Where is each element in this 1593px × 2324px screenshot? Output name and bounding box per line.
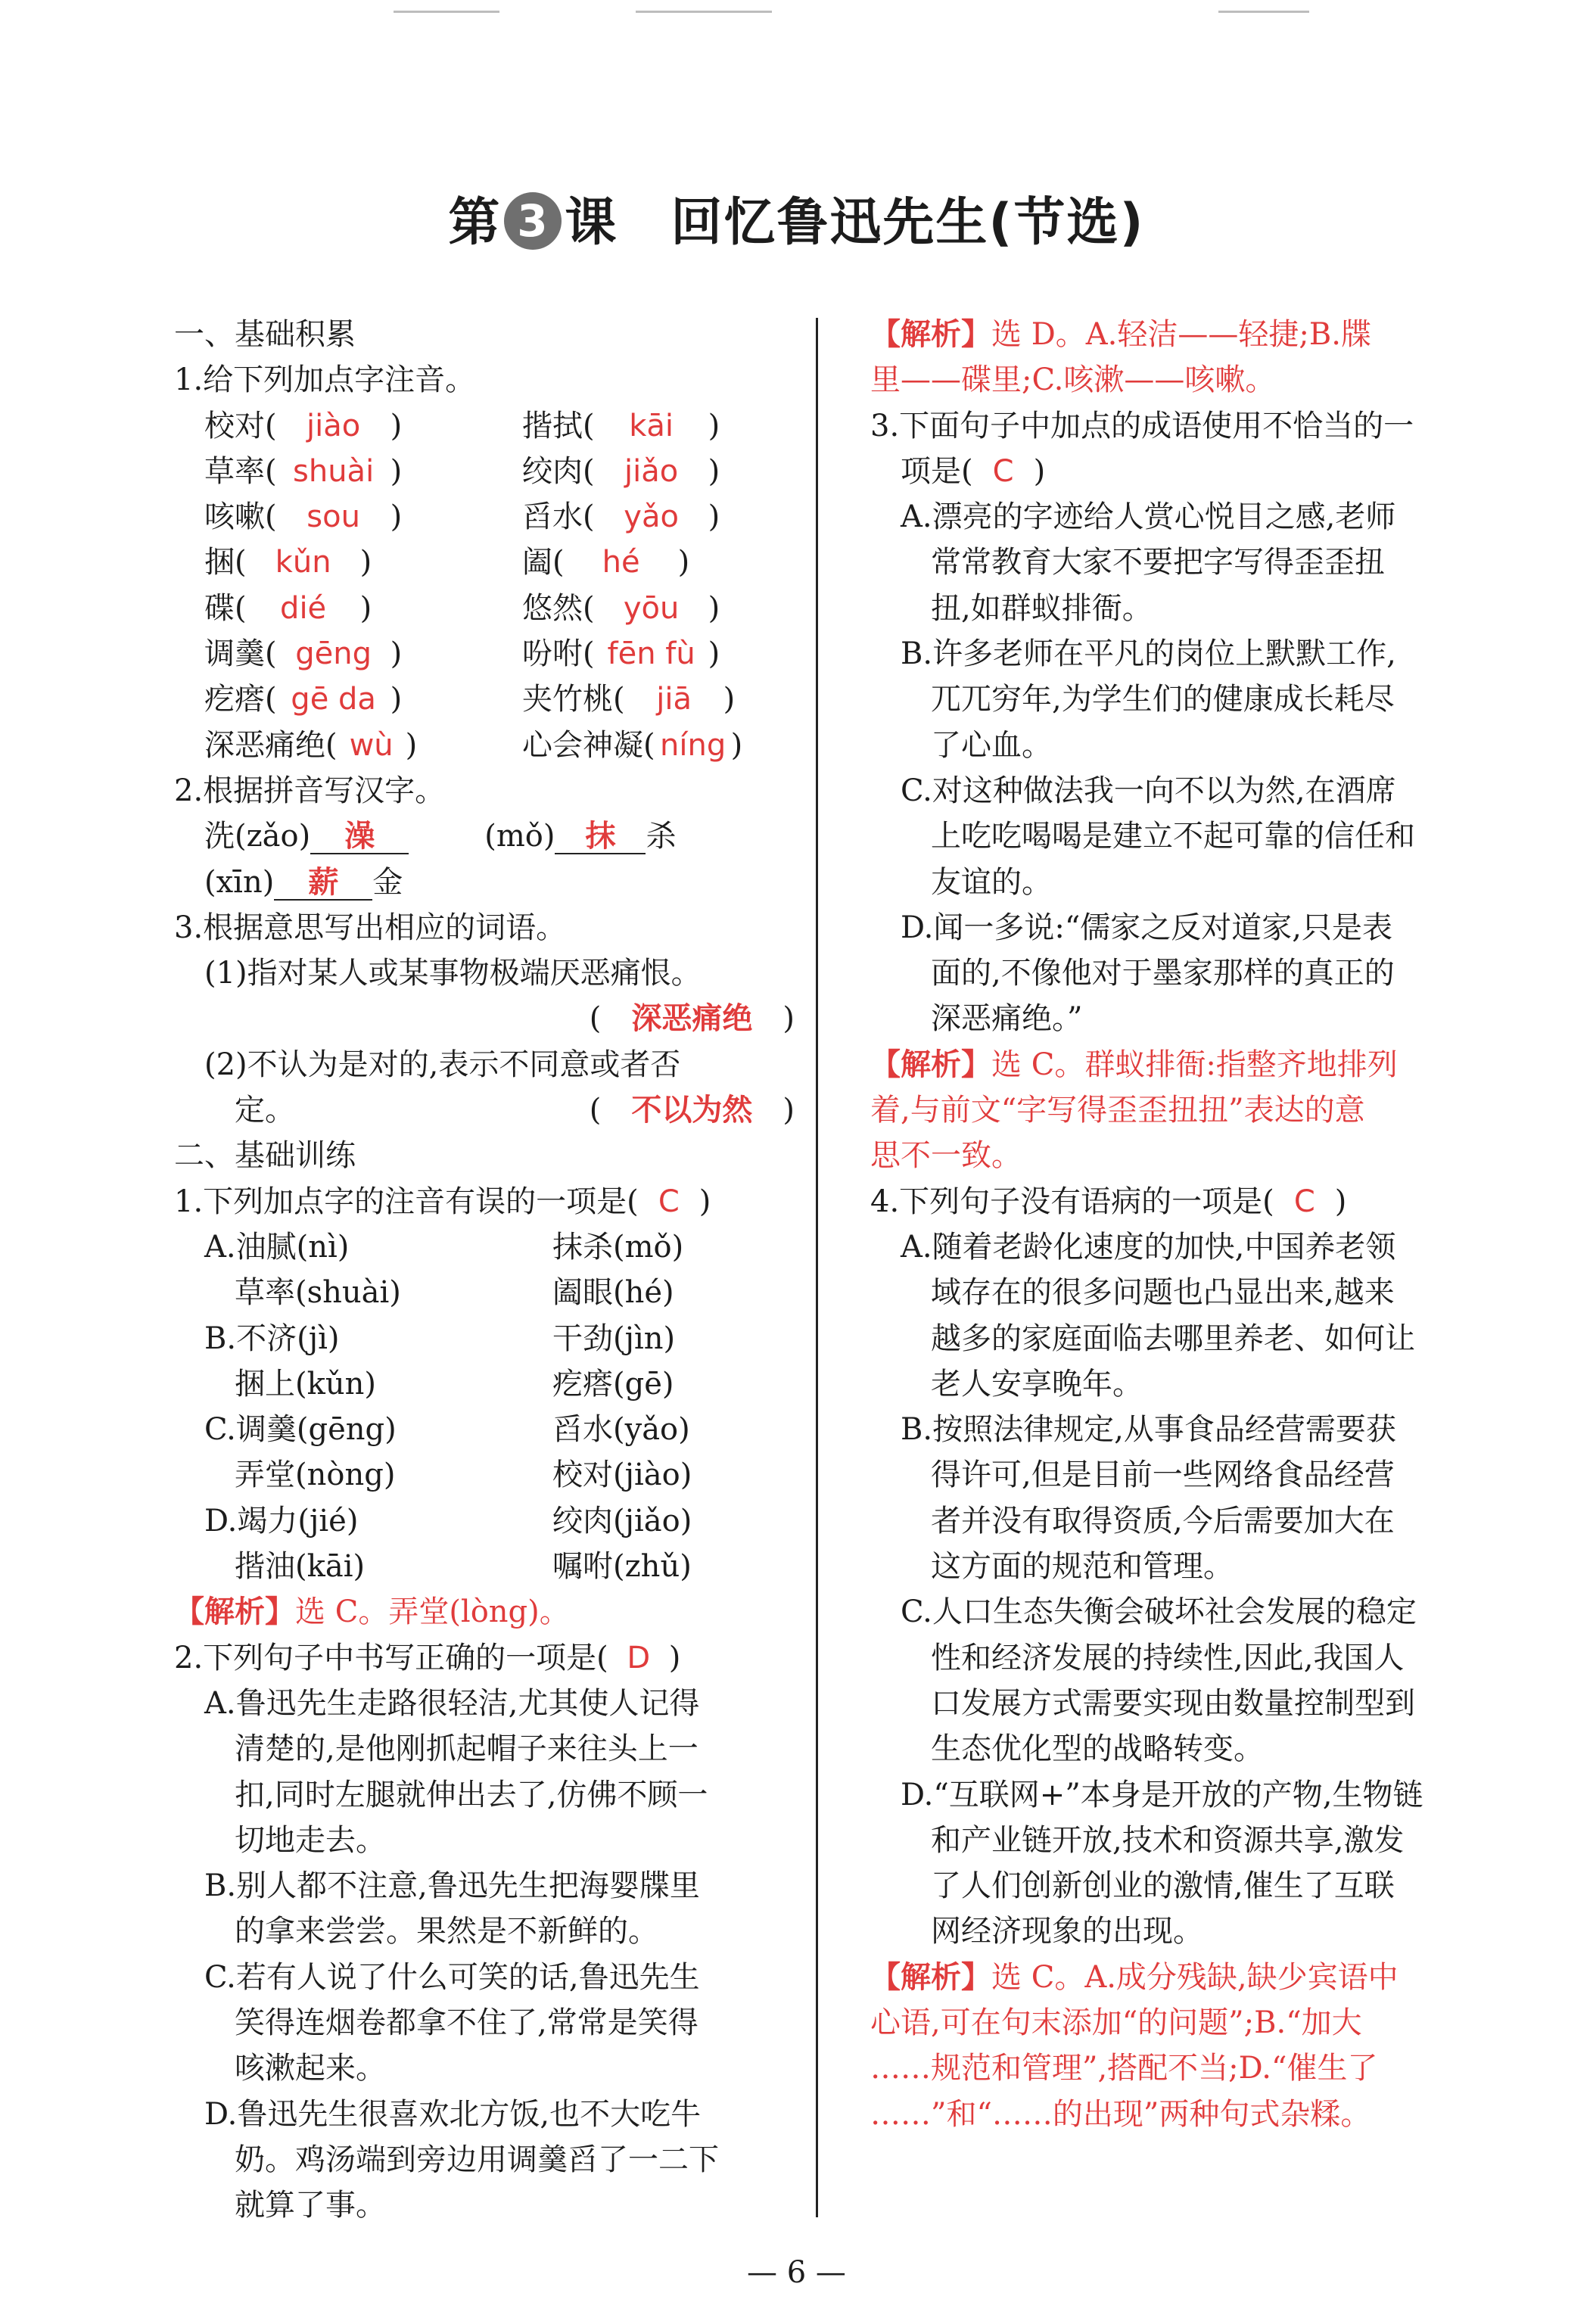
q6-line: 常常教育大家不要把字写得歪歪扭 bbox=[931, 545, 1385, 580]
q7-line: 网经济现象的出现。 bbox=[931, 1914, 1203, 1949]
pinyin-row: 碟( dié ) 悠然( yōu ) bbox=[204, 590, 720, 626]
q7-analysis-cont: ……”和“……的出现”两种句式杂糅。 bbox=[870, 2096, 1371, 2132]
q5-line: D.鲁迅先生很喜欢北方饭,也不大吃牛 bbox=[204, 2096, 702, 2132]
top-rule-1 bbox=[394, 11, 499, 13]
q6-analysis: 【解析】选 C。群蚁排衙:指整齐地排列 bbox=[870, 1046, 1398, 1082]
title-prefix: 第 bbox=[448, 193, 502, 253]
q5-analysis: 【解析】选 D。A.轻洁——轻捷;B.牒 bbox=[870, 316, 1371, 352]
q2-answer-blank: 澡 bbox=[310, 820, 409, 854]
q4-option-row: 捆上(kǔn) 疙瘩(gē) bbox=[235, 1366, 674, 1402]
q3-item-cont: 定。 ( 不以为然 ) bbox=[235, 1092, 795, 1128]
section-heading-2: 二、基础训练 bbox=[174, 1138, 356, 1174]
q6-line: 面的,不像他对于墨家那样的真正的 bbox=[931, 956, 1395, 991]
q5-line: 的拿来尝尝。果然是不新鲜的。 bbox=[235, 1914, 658, 1949]
q4-analysis: 【解析】选 C。弄堂(lòng)。 bbox=[174, 1594, 570, 1630]
q6-line: 上吃吃喝喝是建立不起可靠的信任和 bbox=[931, 819, 1415, 854]
q3-stem: 3.根据意思写出相应的词语。 bbox=[174, 910, 567, 945]
q6-line: C.对这种做法我一向不以为然,在酒席 bbox=[901, 773, 1396, 808]
page-number: — 6 — bbox=[747, 2255, 846, 2290]
top-rule-2 bbox=[636, 11, 772, 13]
q7-line: 口发展方式需要实现由数量控制型到 bbox=[931, 1685, 1415, 1721]
q5-analysis-cont: 里——碟里;C.咳漱——咳嗽。 bbox=[870, 362, 1276, 398]
q6-analysis-cont: 着,与前文“字写得歪歪扭扭”表达的意 bbox=[870, 1093, 1365, 1128]
q4-stem: 1.下列加点字的注音有误的一项是( C ) bbox=[174, 1184, 711, 1219]
pinyin-row: 草率( shuài ) 绞肉( jiǎo ) bbox=[204, 453, 720, 489]
q7-line: A.随着老龄化速度的加快,中国养老领 bbox=[901, 1229, 1396, 1265]
q7-line: 和产业链开放,技术和资源共享,激发 bbox=[931, 1822, 1405, 1858]
q4-option-row: 揩油(kāi) 嘱咐(zhǔ) bbox=[235, 1549, 692, 1585]
q5-stem: 2.下列句子中书写正确的一项是( D ) bbox=[174, 1640, 681, 1675]
column-divider bbox=[816, 318, 818, 2217]
q4-option-row: 草率(shuài) 阖眼(hé) bbox=[235, 1275, 674, 1311]
q2-items-row: 洗(zǎo) 澡 (mǒ) 抹 杀 bbox=[204, 818, 677, 854]
q6-line: D.闻一多说:“儒家之反对道家,只是表 bbox=[901, 910, 1392, 945]
pinyin-row: 调羹( gēng ) 吩咐( fēn fù ) bbox=[204, 636, 720, 672]
q7-line: 了人们创新创业的激情,催生了互联 bbox=[931, 1868, 1395, 1904]
q2-answer-blank: 抹 bbox=[555, 820, 646, 854]
right-column bbox=[870, 312, 1502, 2137]
q7-stem: 4.下列句子没有语病的一项是( C ) bbox=[870, 1184, 1347, 1219]
q6-line: B.许多老师在平凡的岗位上默默工作, bbox=[901, 636, 1396, 672]
lesson-number-badge: 3 bbox=[504, 192, 562, 250]
q7-line: 域存在的很多问题也凸显出来,越来 bbox=[931, 1275, 1395, 1311]
pinyin-row: 疙瘩( gē da ) 夹竹桃( jiā ) bbox=[204, 682, 736, 717]
q6-stem: 3.下面句子中加点的成语使用不恰当的一 bbox=[870, 408, 1414, 443]
title-mid: 课 bbox=[565, 193, 618, 253]
pinyin-row: 咳嗽( sou ) 舀水( yǎo ) bbox=[204, 499, 720, 535]
q7-analysis: 【解析】选 C。A.成分残缺,缺少宾语中 bbox=[870, 1958, 1399, 1995]
q4-option-row: 弄堂(nòng) 校对(jiào) bbox=[235, 1458, 692, 1493]
pinyin-row: 深恶痛绝( wù ) 心会神凝( níng ) bbox=[204, 727, 743, 763]
q7-analysis-cont: ……规范和管理”,搭配不当;D.“催生了 bbox=[870, 2051, 1378, 2086]
q1-stem: 1.给下列加点字注音。 bbox=[174, 362, 476, 398]
q7-line: 生态优化型的战略转变。 bbox=[931, 1731, 1264, 1767]
q5-line: 清楚的,是他刚抓起帽子来往头上一 bbox=[235, 1731, 698, 1767]
q6-line: 友谊的。 bbox=[931, 864, 1052, 900]
q5-line: 就算了事。 bbox=[235, 2188, 386, 2223]
q7-line: 性和经济发展的持续性,因此,我国人 bbox=[931, 1640, 1405, 1675]
q7-line: 者并没有取得资质,今后需要加大在 bbox=[931, 1503, 1395, 1538]
q5-line: 切地走去。 bbox=[235, 1822, 386, 1858]
q4-option-row: D.竭力(jié) 绞肉(jiǎo) bbox=[204, 1503, 692, 1538]
q5-line: A.鲁迅先生走路很轻洁,尤其使人记得 bbox=[204, 1685, 700, 1721]
pinyin-row: 捆( kǔn ) 阖( hé ) bbox=[204, 545, 690, 580]
q4-option-row: A.油腻(nì) 抹杀(mǒ) bbox=[204, 1229, 684, 1265]
q5-line: 笑得连烟卷都拿不住了,常常是笑得 bbox=[235, 2005, 698, 2040]
q7-line: 老人安享晚年。 bbox=[931, 1366, 1143, 1402]
q3-answer-line: ( 深恶痛绝 ) bbox=[589, 1000, 795, 1037]
q4-option-row: B.不济(jì) 干劲(jìn) bbox=[204, 1321, 676, 1356]
q7-line: D.“互联网+”本身是开放的产物,生物链 bbox=[901, 1777, 1423, 1812]
left-column bbox=[174, 312, 802, 2228]
q6-stem-cont: 项是( C ) bbox=[901, 453, 1046, 489]
q3-item: (2)不认为是对的,表示不同意或者否 bbox=[204, 1047, 681, 1082]
q5-line: 奶。鸡汤端到旁边用调羹舀了一二下 bbox=[235, 2142, 719, 2177]
q5-line: 咳漱起来。 bbox=[235, 2051, 386, 2086]
q5-line: B.别人都不注意,鲁迅先生把海婴牒里 bbox=[204, 1868, 700, 1904]
top-rule-3 bbox=[1218, 11, 1309, 13]
q3-item: (1)指对某人或某事物极端厌恶痛恨。 bbox=[204, 956, 702, 991]
q6-line: A.漂亮的字迹给人赏心悦目之感,老师 bbox=[901, 499, 1396, 535]
q6-line: 扭,如群蚁排衙。 bbox=[931, 590, 1153, 626]
section-heading-1: 一、基础积累 bbox=[174, 317, 356, 352]
page-title bbox=[0, 182, 1593, 255]
q7-line: B.按照法律规定,从事食品经营需要获 bbox=[901, 1412, 1396, 1448]
q7-analysis-cont: 心语,可在句末添加“的问题”;B.“加大 bbox=[870, 2005, 1362, 2040]
q5-line: C.若有人说了什么可笑的话,鲁迅先生 bbox=[204, 1959, 700, 1995]
q4-option-row: C.调羹(gēng) 舀水(yǎo) bbox=[204, 1412, 690, 1448]
pinyin-row: 校对( jiào ) 揩拭( kāi ) bbox=[204, 408, 720, 443]
q2-stem: 2.根据拼音写汉字。 bbox=[174, 773, 446, 808]
q5-line: 扣,同时左腿就伸出去了,仿佛不顾一 bbox=[235, 1777, 708, 1812]
q6-line: 深恶痛绝。” bbox=[931, 1001, 1083, 1037]
q6-line: 兀兀穷年,为学生们的健康成长耗尽 bbox=[931, 682, 1395, 717]
q6-analysis-cont: 思不一致。 bbox=[870, 1138, 1022, 1174]
q2-answer-blank: 薪 bbox=[274, 866, 372, 901]
q7-line: 得许可,但是目前一些网络食品经营 bbox=[931, 1458, 1395, 1493]
q7-line: 越多的家庭面临去哪里养老、如何让 bbox=[931, 1321, 1415, 1356]
q6-line: 了心血。 bbox=[931, 727, 1052, 763]
q2-items-row: (xīn) 薪 金 bbox=[204, 863, 403, 900]
title-text: 回忆鲁迅先生(节选) bbox=[670, 193, 1145, 253]
q7-line: 这方面的规范和管理。 bbox=[931, 1549, 1234, 1585]
q7-line: C.人口生态失衡会破坏社会发展的稳定 bbox=[901, 1594, 1417, 1630]
